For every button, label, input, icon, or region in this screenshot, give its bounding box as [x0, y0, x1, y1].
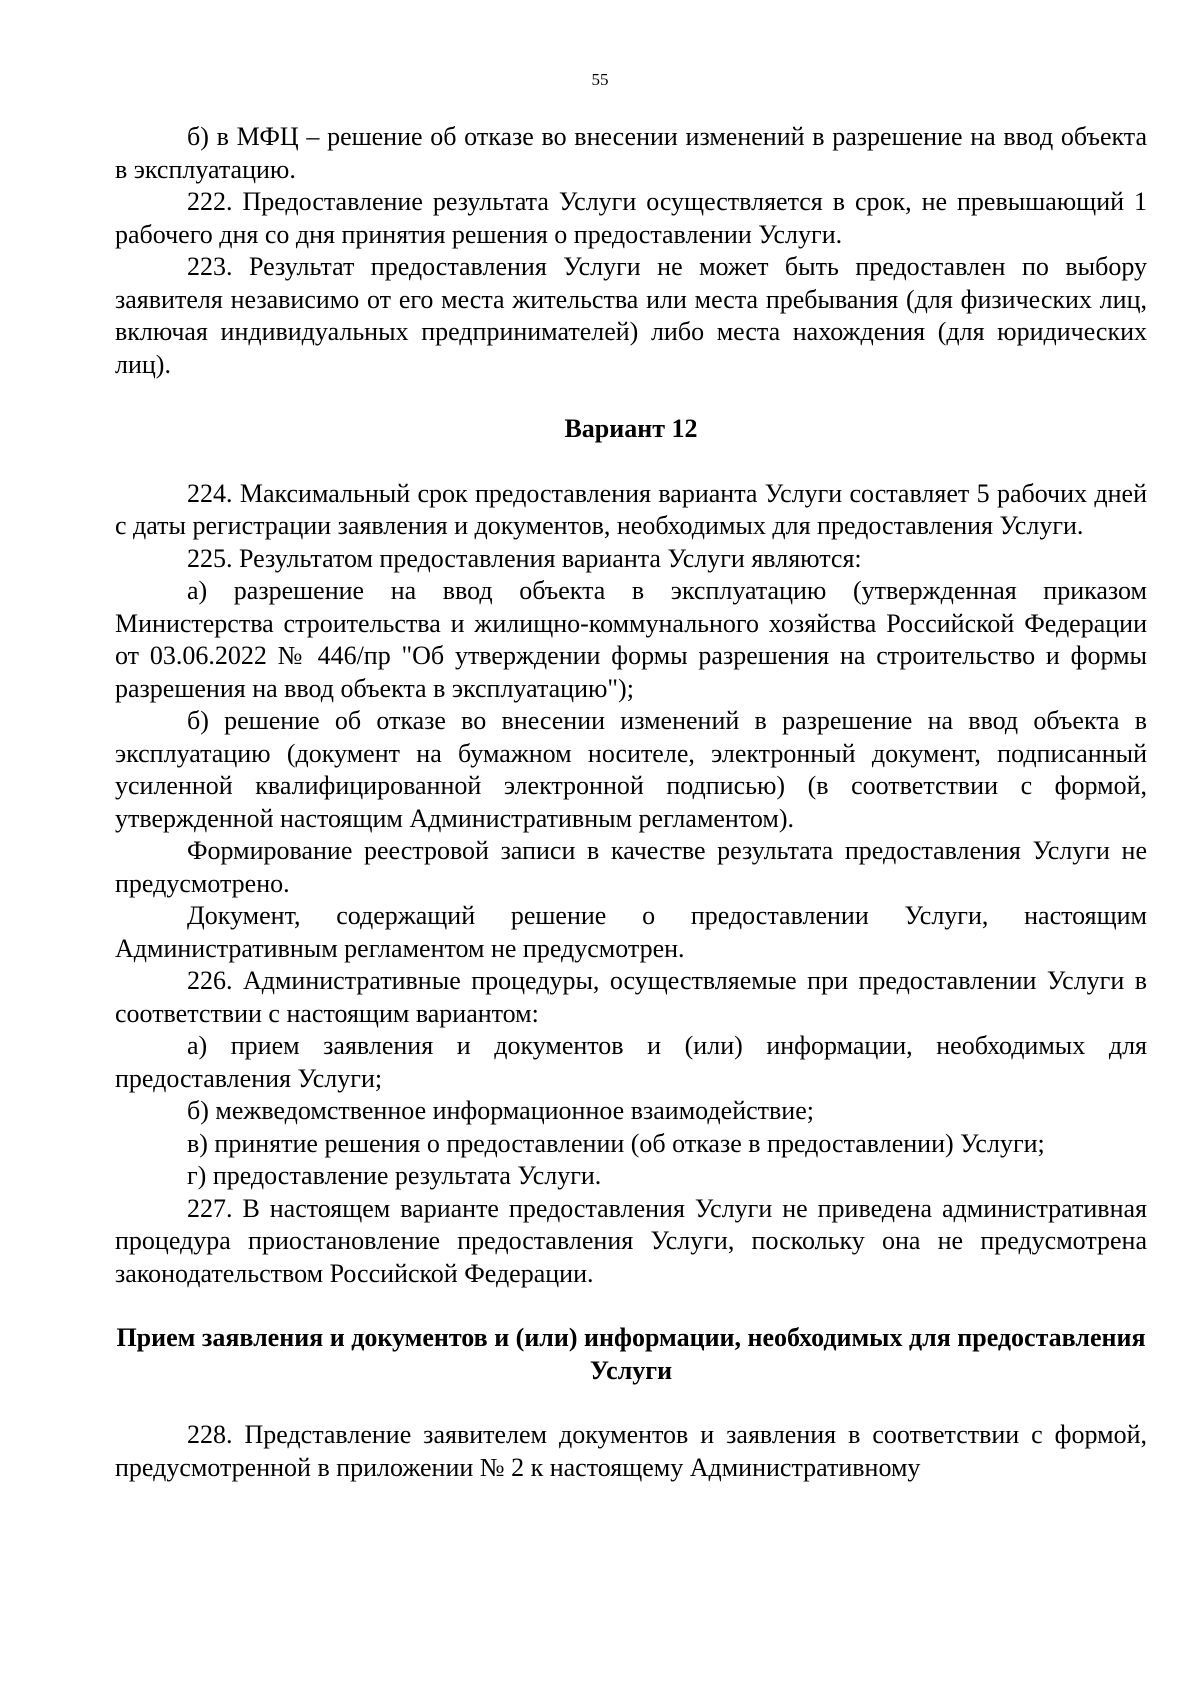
- paragraph-223: 223. Результат предоставления Услуги не может быть предоставлен по выбору заявителя независимо от его места жительства или места пребывания (для физических лиц, включая индивидуальных предпринимателей) либо места нахождения (для юридических лиц).: [115, 252, 1147, 379]
- paragraph-224: 224. Максимальный срок предоставления варианта Услуги составляет 5 рабочих дней с даты регистрации заявления и документов, необходимых для предоставления Услуги.: [115, 478, 1147, 540]
- list-item-225-a: а) разрешение на ввод объекта в эксплуатацию (утвержденная приказом Министерства строительства и жилищно-коммунального хозяйства Российской Федерации от 03.06.2022 № 446/пр "Об утверждении формы разрешения на строительство и формы разрешения на ввод объекта в эксплуатацию");: [115, 576, 1147, 703]
- paragraph-decision-document: Документ, содержащий решение о предоставлении Услуги, настоящим Административным регламентом не предусмотрен.: [115, 901, 1147, 963]
- paragraph-225: 225. Результатом предоставления варианта Услуги являются:: [187, 543, 862, 573]
- list-item-226-g: г) предоставление результата Услуги.: [187, 1161, 602, 1190]
- list-item-225-b: б) решение об отказе во внесении изменений в разрешение на ввод объекта в эксплуатацию (документ на бумажном носителе, электронный документ, подписанный усиленной квалифицированной электронной подписью) (в соответствии с формой, утвержденной настоящим Административным регламентом).: [115, 706, 1147, 833]
- paragraph-registry-record: Формирование реестровой записи в качестве результата предоставления Услуги не предусмотрено.: [115, 836, 1147, 898]
- list-item-226-b: б) межведомственное информационное взаимодействие;: [187, 1096, 814, 1125]
- list-item-226-v: в) принятие решения о предоставлении (об отказе в предоставлении) Услуги;: [187, 1128, 1045, 1158]
- section-heading-variant-12: Вариант 12: [564, 414, 698, 443]
- paragraph-226: 226. Административные процедуры, осуществляемые при предоставлении Услуги в соответствии с настоящим вариантом:: [115, 966, 1147, 1028]
- paragraph-228: 228. Представление заявителем документов и заявления в соответствии с формой, предусмотренной в приложении № 2 к настоящему Административному: [115, 1420, 1147, 1482]
- page-number: 55: [591, 70, 609, 89]
- paragraph-227: 227. В настоящем варианте предоставления Услуги не приведена административная процедура приостановление предоставления Услуги, поскольку она не предусмотрена законодательством Российской Федерации.: [115, 1193, 1147, 1288]
- paragraph-result-mfc: б) в МФЦ – решение об отказе во внесении изменений в разрешение на ввод объекта в эксплуатацию.: [115, 122, 1147, 184]
- list-item-226-a: а) прием заявления и документов и (или) информации, необходимых для предоставления Услуги;: [115, 1031, 1147, 1093]
- document-body: [115, 121, 1147, 1484]
- paragraph-222: 222. Предоставление результата Услуги осуществляется в срок, не превышающий 1 рабочего дня со дня принятия решения о предоставлении Услуги.: [115, 187, 1147, 249]
- section-heading-application-intake: Прием заявления и документов и (или) информации, необходимых для предоставления Услуги: [116, 1323, 1146, 1385]
